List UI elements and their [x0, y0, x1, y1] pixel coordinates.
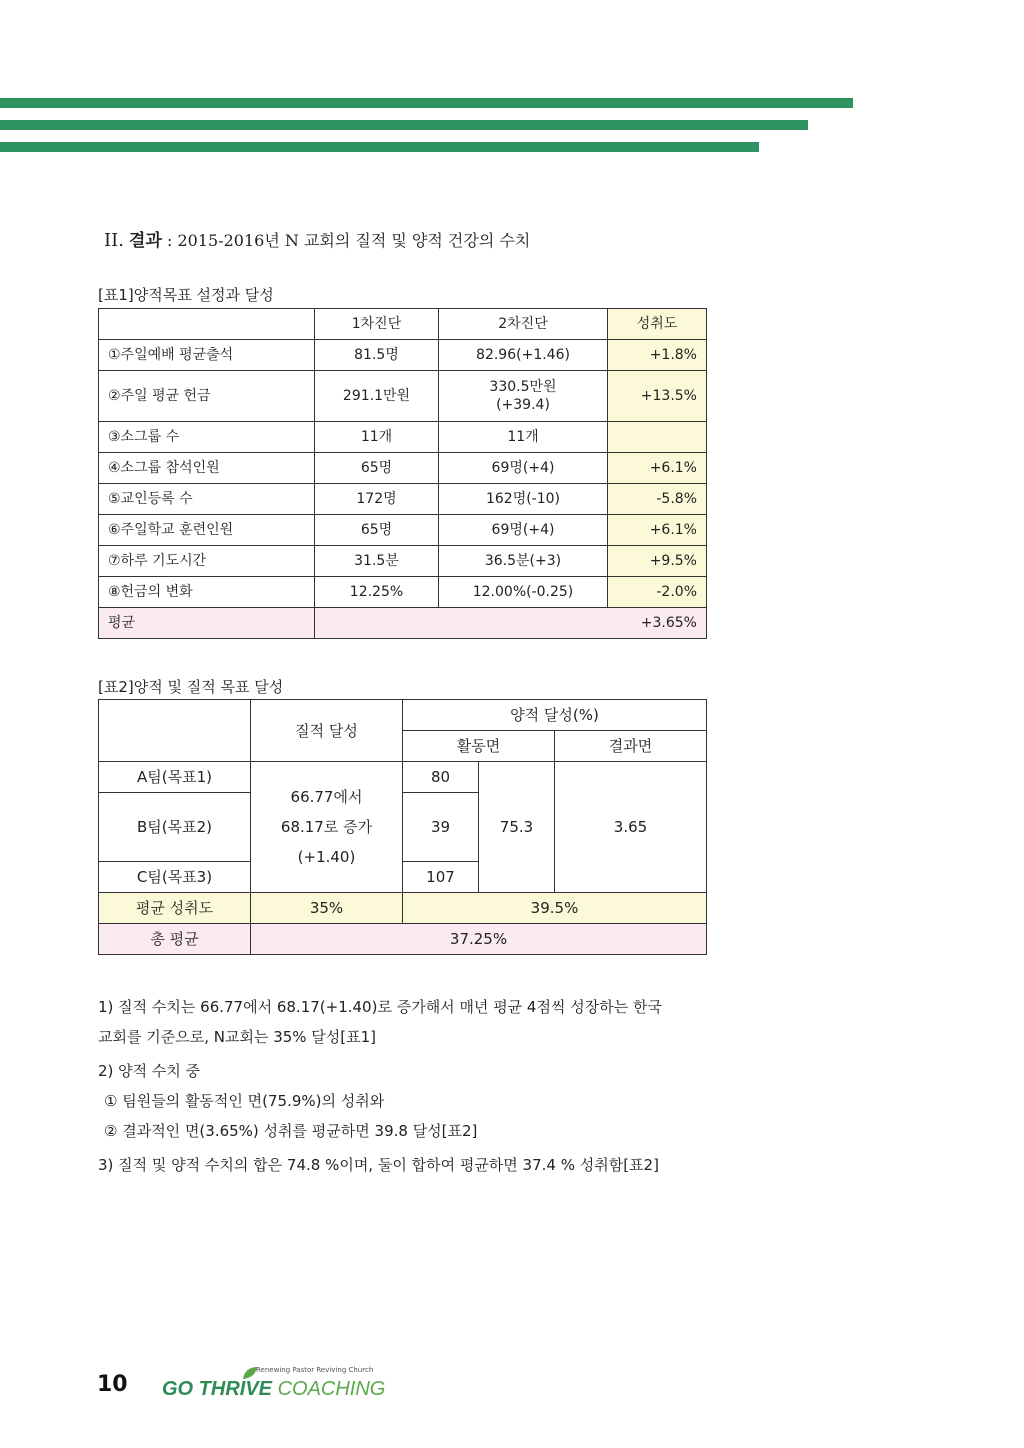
logo-go-thrive: GO THRIVE	[162, 1378, 273, 1400]
table1-row-label: ①주일예배 평균출석	[99, 340, 315, 371]
table-row	[99, 515, 707, 546]
table2-caption: [표2]양적 및 질적 목표 달성	[98, 678, 284, 696]
note-3: 3) 질적 및 양적 수치의 합은 74.8 %이며, 둘이 합하여 평균하면 37.4 % 성취함[표2]	[98, 1156, 659, 1174]
table1-cell-second: 330.5만원 (+39.4)	[439, 371, 608, 422]
header-stripe-1	[0, 98, 853, 108]
table1-average-value: +3.65%	[315, 608, 707, 639]
header-stripe-3	[0, 142, 759, 152]
table1-header-cell: 1차진단	[315, 309, 439, 340]
section-title-rest: : 2015-2016년 N 교회의 질적 및 양적 건강의 수치	[161, 231, 531, 250]
table1-cell-second: 69명(+4)	[439, 515, 608, 546]
table1-cell-second: 11개	[439, 422, 608, 453]
table1-cell-second: 12.00%(-0.25)	[439, 577, 608, 608]
table1-header-empty	[99, 309, 315, 340]
team-a-label: A팀(목표1)	[99, 762, 251, 793]
table-row	[99, 546, 707, 577]
table1-average-label: 평균	[99, 608, 315, 639]
table1-caption: [표1]양적목표 설정과 달성	[98, 286, 274, 304]
table1-cell-first: 65명	[315, 515, 439, 546]
table2-header-row-1	[99, 700, 707, 731]
table1-cell-first: 81.5명	[315, 340, 439, 371]
table1-cell-second: 82.96(+1.46)	[439, 340, 608, 371]
table-row	[99, 762, 707, 793]
table1-cell-achievement: +6.1%	[608, 453, 707, 484]
table1-cell-second: 162명(-10)	[439, 484, 608, 515]
team-c-value: 107	[403, 862, 479, 893]
table1-cell-first: 11개	[315, 422, 439, 453]
table2-average-quantity: 39.5%	[403, 893, 707, 924]
note-1-continued: 교회를 기준으로, N교회는 35% 달성[표1]	[98, 1028, 377, 1046]
table1-row-label: ⑧헌금의 변화	[99, 577, 315, 608]
table1-row-label: ⑦하루 기도시간	[99, 546, 315, 577]
table1-cell-second: 36.5분(+3)	[439, 546, 608, 577]
table-row	[99, 371, 707, 422]
team-a-value: 80	[403, 762, 479, 793]
team-c-label: C팀(목표3)	[99, 862, 251, 893]
table-row	[99, 453, 707, 484]
table1-cell-achievement: +1.8%	[608, 340, 707, 371]
table2-header-quality: 질적 달성	[251, 700, 403, 762]
table1-cell-first: 65명	[315, 453, 439, 484]
activity-value-cell: 75.3	[479, 762, 555, 893]
team-b-value: 39	[403, 793, 479, 862]
table1-cell-achievement: +13.5%	[608, 371, 707, 422]
section-roman-numeral: II.	[104, 230, 124, 251]
header-stripe-2	[0, 120, 808, 130]
table2-average-row	[99, 893, 707, 924]
section-title-bold: 결과	[129, 231, 162, 251]
logo-tagline: Renewing Pastor Reviving Church	[256, 1366, 374, 1374]
table1-cell-second: 69명(+4)	[439, 453, 608, 484]
note-2-item-2: ② 결과적인 면(3.65%) 성취를 평균하면 39.8 달성[표2]	[104, 1122, 478, 1140]
table1-row-label: ⑥주일학교 훈련인원	[99, 515, 315, 546]
table1-cell-achievement	[608, 422, 707, 453]
table1-row-label: ③소그룹 수	[99, 422, 315, 453]
table2-header-activity: 활동면	[403, 731, 555, 762]
logo-coaching: COACHING	[272, 1378, 386, 1400]
quantitative-goals-table	[98, 308, 707, 639]
table1-cell-achievement: +9.5%	[608, 546, 707, 577]
table1-average-row	[99, 608, 707, 639]
note-2-item-1: ① 팀원들의 활동적인 면(75.9%)의 성취와	[104, 1092, 385, 1110]
gothrive-logo	[162, 1366, 392, 1402]
table2-average-label: 평균 성취도	[99, 893, 251, 924]
table1-cell-first: 291.1만원	[315, 371, 439, 422]
table2-header-quantity: 양적 달성(%)	[403, 700, 707, 731]
table2-header-result: 결과면	[555, 731, 707, 762]
table1-cell-achievement: +6.1%	[608, 515, 707, 546]
section-heading	[104, 226, 530, 251]
table1-header-cell: 2차진단	[439, 309, 608, 340]
table1-row-label: ⑤교인등록 수	[99, 484, 315, 515]
table2-total-row	[99, 924, 707, 955]
logo-wordmark	[162, 1378, 385, 1401]
table1-header-cell: 성취도	[608, 309, 707, 340]
quality-quantity-table	[98, 699, 707, 955]
note-2: 2) 양적 수치 중	[98, 1062, 201, 1080]
table1-header-row	[99, 309, 707, 340]
table1-cell-first: 172명	[315, 484, 439, 515]
team-b-label: B팀(목표2)	[99, 793, 251, 862]
table2-total-label: 총 평균	[99, 924, 251, 955]
table1-cell-achievement: -5.8%	[608, 484, 707, 515]
table1-row-label: ④소그룹 참석인원	[99, 453, 315, 484]
note-1: 1) 질적 수치는 66.77에서 68.17(+1.40)로 증가해서 매년 평균 4점씩 성장하는 한국	[98, 998, 662, 1016]
page-number: 10	[97, 1372, 128, 1397]
table1-row-label: ②주일 평균 헌금	[99, 371, 315, 422]
table1-cell-first: 31.5분	[315, 546, 439, 577]
table2-total-value: 37.25%	[251, 924, 707, 955]
table-row	[99, 577, 707, 608]
table-row	[99, 422, 707, 453]
table2-average-quality: 35%	[251, 893, 403, 924]
table1-cell-achievement: -2.0%	[608, 577, 707, 608]
table-row	[99, 484, 707, 515]
quality-change-cell: 66.77에서 68.17로 증가 (+1.40)	[251, 762, 403, 893]
result-value-cell: 3.65	[555, 762, 707, 893]
table2-header-empty	[99, 700, 251, 762]
table1-cell-first: 12.25%	[315, 577, 439, 608]
table-row	[99, 340, 707, 371]
